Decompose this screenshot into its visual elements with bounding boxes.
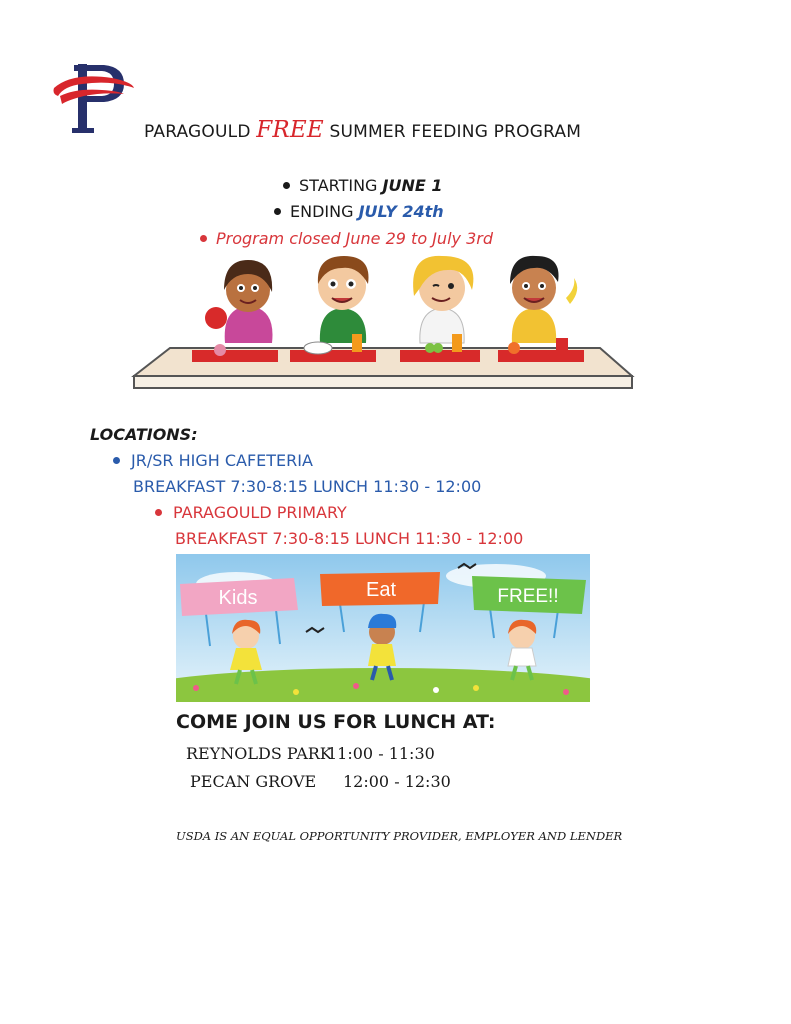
usda-statement: USDA IS AN EQUAL OPPORTUNITY PROVIDER, EMPLOYER AND LENDER <box>176 829 623 843</box>
sign-free-text: FREE!! <box>497 586 559 607</box>
park-name: PECAN GROVE <box>190 772 317 791</box>
kid-illustration <box>290 256 376 362</box>
locations-heading: LOCATIONS: <box>90 425 198 444</box>
paragould-logo <box>52 58 136 136</box>
title-after: SUMMER FEEDING PROGRAM <box>329 122 582 142</box>
lunch-heading: COME JOIN US FOR LUNCH AT: <box>176 711 496 733</box>
kid-illustration <box>400 256 480 362</box>
closed-note: Program closed June 29 to July 3rd <box>216 229 493 248</box>
start-value: JUNE 1 <box>382 176 443 195</box>
location-times: BREAKFAST 7:30-8:15 LUNCH 11:30 - 12:00 <box>175 529 524 548</box>
bullet-icon <box>155 509 162 516</box>
location-times: BREAKFAST 7:30-8:15 LUNCH 11:30 - 12:00 <box>133 477 482 496</box>
sign-kids-text: Kids <box>218 587 258 609</box>
park-time: 11:00 - 11:30 <box>327 744 435 763</box>
title-emphasis: FREE <box>256 117 324 143</box>
page-title <box>144 117 664 143</box>
bullet-icon <box>274 208 281 215</box>
location-name <box>155 503 347 522</box>
kids-eat-free-banner <box>176 554 590 702</box>
bullet-icon <box>200 235 207 242</box>
start-date-line <box>283 176 443 195</box>
bullet-icon <box>283 182 290 189</box>
location-name-text: PARAGOULD PRIMARY <box>173 503 347 522</box>
closed-note-line <box>200 229 493 248</box>
location-name <box>113 451 313 470</box>
kid-illustration <box>192 260 278 362</box>
kids-eating-illustration <box>130 248 636 394</box>
sign-eat-text: Eat <box>365 579 397 601</box>
start-label: STARTING <box>299 176 378 195</box>
end-value: JULY 24th <box>358 202 444 221</box>
end-date-line <box>274 202 444 221</box>
bullet-icon <box>113 457 120 464</box>
kid-illustration <box>498 256 584 362</box>
location-name-text: JR/SR HIGH CAFETERIA <box>131 451 313 470</box>
title-before: PARAGOULD <box>144 122 251 142</box>
end-label: ENDING <box>290 202 354 221</box>
park-time: 12:00 - 12:30 <box>343 772 451 791</box>
park-name: REYNOLDS PARK <box>186 744 332 763</box>
